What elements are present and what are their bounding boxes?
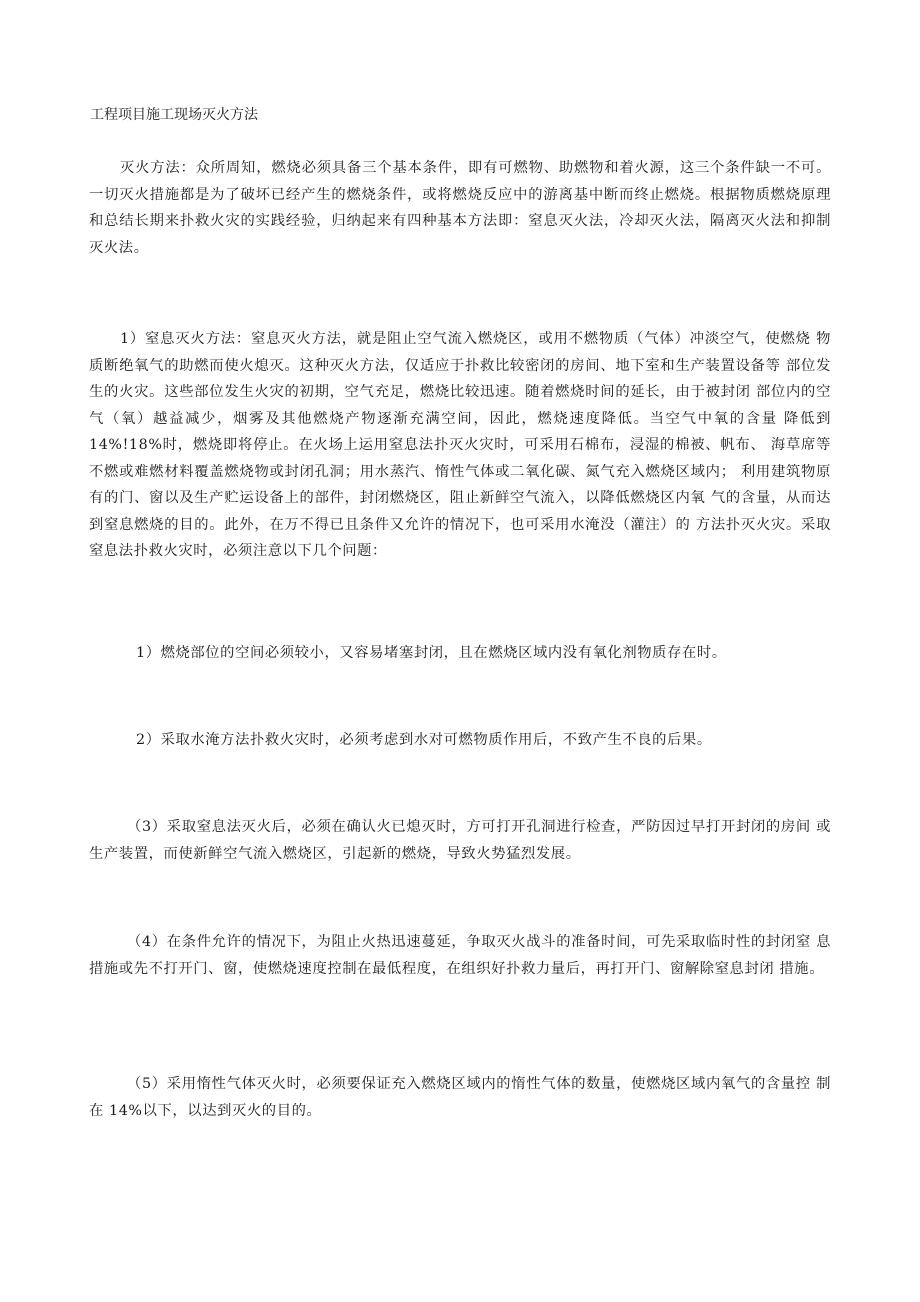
paragraph-intro: 灭火方法：众所周知，燃烧必须具备三个基本条件，即有可燃物、助燃物和着火源，这三个条件缺一不可。一切灭火措施都是为了破坏已经产生的燃烧条件，或将燃烧反应中的游离基中断而终止燃烧。根据物质燃烧原理和总结长期来扑救火灾的实践经验，归纳起来有四种基本方法即：窒息灭火法，冷却灭火法，隔离灭火法和抑制灭火法。 [89, 160, 831, 256]
document-title: 工程项目施工现场灭火方法 [90, 107, 258, 123]
paragraph-suffocation-method: 1）窒息灭火方法：窒息灭火方法，就是阻止空气流入燃烧区，或用不燃物质（气体）冲淡空气，使燃烧 物质断绝氧气的助燃而使火熄灭。这种灭火方法，仅适应于扑救比较密闭的房间、地下室和生产装置设备等 部位发生的火灾。这些部位发生火灾的初期，空气充足，燃烧比较迅速。随着燃烧时间的延长，由于被封闭 部位内的空气（氧）越益减少，烟雾及其他燃烧产物逐渐充满空间，因此，燃烧速度降低。当空气中氧的含量 降低到 14%!18%时，燃烧即将停止。在火场上运用窒息法扑灭火灾时，可采用石棉布，浸湿的棉被、帆布、 海草席等不燃或难燃材料覆盖燃烧物或封闭孔洞；用水蒸汽、惰性气体或二氧化碳、氮气充入燃烧区域内； 利用建筑物原有的门、窗以及生产贮运设备上的部件，封闭燃烧区，阻止新鲜空气流入，以降低燃烧区内氧 气的含量，从而达到窒息燃烧的目的。此外，在万不得已且条件又允许的情况下，也可采用水淹没（灌注）的 方法扑灭火灾。采取窒息法扑救火灾时，必须注意以下几个问题： [89, 331, 831, 559]
paragraph-note-5: （5）采用惰性气体灭火时，必须要保证充入燃烧区域内的惰性气体的数量，使燃烧区域内氧气的含量控 制在 14%以下，以达到灭火的目的。 [89, 1076, 831, 1119]
paragraph-note-3: （3）采取窒息法灭火后，必须在确认火已熄灭时，方可打开孔洞进行检查，严防因过早打开封闭的房间 或生产装置，而使新鲜空气流入燃烧区，引起新的燃烧，导致火势猛烈发展。 [89, 819, 831, 862]
paragraph-note-1: 1）燃烧部位的空间必须较小，又容易堵塞封闭，且在燃烧区域内没有氧化剂物质存在时。 [136, 645, 727, 661]
paragraph-note-2: 2）采取水淹方法扑救火灾时，必须考虑到水对可燃物质作用后，不致产生不良的后果。 [136, 732, 712, 748]
paragraph-note-4: （4）在条件允许的情况下，为阻止火热迅速蔓延，争取灭火战斗的准备时间，可先采取临时性的封闭窒 息措施或先不打开门、窗，使燃烧速度控制在最低程度，在组织好扑救力量后，再打开门、窗解除窒息封闭 措施。 [89, 934, 831, 977]
